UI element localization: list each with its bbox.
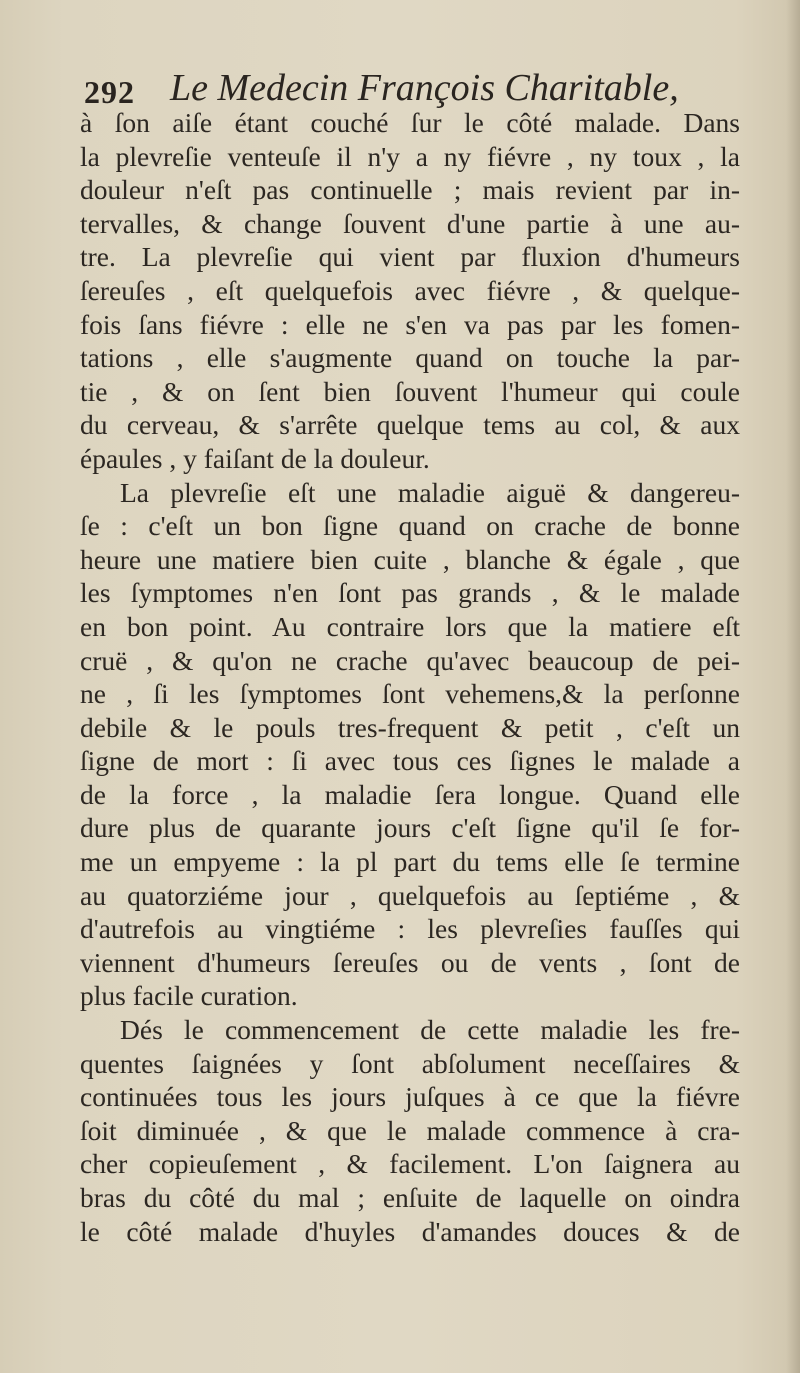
text-line: la plevreſie venteuſe il n'y a ny fiévre , ny toux , la [80, 140, 740, 172]
text-line: ſoit diminuée , & que le malade commence à cra- [80, 1114, 740, 1146]
text-line: me un empyeme : la pl part du tems elle ſe termine [80, 846, 740, 878]
text-line: quentes ſaignées y ſont abſolument neceſſaires & [80, 1047, 740, 1079]
text-line: les ſymptomes n'en ſont pas grands , & le malade [80, 577, 740, 609]
text-line: bras du côté du mal ; enſuite de laquelle on oindra [80, 1182, 740, 1213]
text-line: d'autrefois au vingtiéme : les plevreſies fauſſes qui [80, 913, 740, 945]
text-line: fois ſans fiévre : elle ne s'en va pas par les fomen- [80, 308, 740, 340]
text-line: debile & le pouls tres-frequent & petit , c'eſt un [80, 711, 740, 743]
text-line: tervalles, & change ſouvent d'une partie à une au- [80, 207, 740, 239]
text-line: à ſon aiſe étant couché ſur le côté malade. Dans [80, 107, 740, 138]
paragraph-start-line: Dés le commencement de cette maladie les fre- [120, 1014, 740, 1046]
text-line: dure plus de quarante jours c'eſt ſigne qu'il ſe for- [80, 812, 740, 844]
text-line: continuées tous les jours juſques à ce que la fiévre [80, 1081, 740, 1113]
text-line: au quatorziéme jour , quelquefois au ſeptiéme , & [80, 879, 740, 911]
text-line: heure une matiere bien cuite , blanche & égale , que [80, 543, 740, 575]
page-header [84, 62, 724, 112]
text-line: tie , & on ſent bien ſouvent l'humeur qui coule [80, 375, 740, 407]
body-text [80, 106, 740, 1248]
text-line: viennent d'humeurs ſereuſes ou de vents , ſont de [80, 946, 740, 978]
text-line: tre. La plevreſie qui vient par fluxion d'humeurs [80, 241, 740, 273]
text-line: de la force , la maladie ſera longue. Quand elle [80, 778, 740, 810]
paragraph-end-line: plus facile curation. [80, 980, 298, 1012]
running-title: Le Medecin François Charitable, [170, 67, 679, 109]
text-line: cher copieuſement , & facilement. L'on ſaignera au [80, 1148, 740, 1180]
page-number: 292 [84, 74, 135, 110]
text-line: ſe : c'eſt un bon ſigne quand on crache de bonne [80, 510, 740, 542]
text-line: tations , elle s'augmente quand on touche la par- [80, 342, 740, 374]
text-line: ſigne de mort : ſi avec tous ces ſignes le malade a [80, 745, 740, 777]
paragraph-end-line: épaules , y faiſant de la douleur. [80, 442, 430, 474]
text-line: en bon point. Au contraire lors que la matiere eſt [80, 610, 740, 642]
text-line: ſereuſes , eſt quelquefois avec fiévre , & quelque- [80, 274, 740, 306]
text-line: ne , ſi les ſymptomes ſont vehemens,& la perſonne [80, 678, 740, 710]
text-line: du cerveau, & s'arrête quelque tems au col, & aux [80, 409, 740, 441]
text-line: douleur n'eſt pas continuelle ; mais revient par in- [80, 174, 740, 206]
text-line: cruë , & qu'on ne crache qu'avec beaucoup de pei- [80, 644, 740, 676]
text-line: le côté malade d'huyles d'amandes douces & de [80, 1215, 740, 1247]
paragraph-start-line: La plevreſie eſt une maladie aiguë & dangereu- [120, 476, 740, 508]
